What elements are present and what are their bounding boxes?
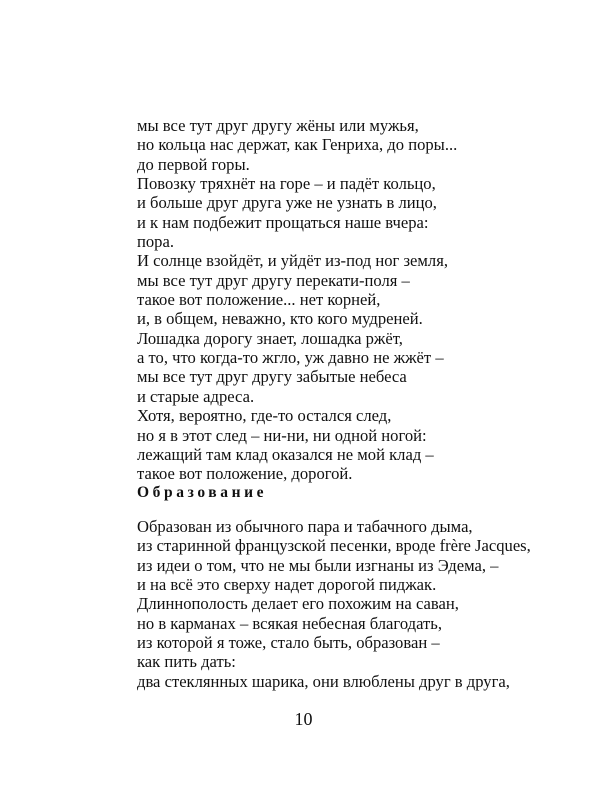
poem-line: но кольца нас держат, как Генриха, до поры... <box>137 135 458 155</box>
poem-line: и на всё это сверху надет дорогой пиджак. <box>137 575 437 595</box>
poem-line: мы все тут друг другу перекати-поля – <box>137 270 410 290</box>
page-number: 10 <box>294 709 313 729</box>
poem-line: как пить дать: <box>137 652 236 672</box>
poem-line: и больше друг друга уже не узнать в лицо, <box>137 193 437 213</box>
poem-line: Образован из обычного пара и табачного дыма, <box>137 517 473 536</box>
poem-line: из идеи о том, что не мы были изгнаны из Эдема, – <box>137 555 499 575</box>
poem-line: такое вот положение... нет корней, <box>137 290 381 310</box>
poem-line: из которой я тоже, стало быть, образован – <box>137 633 440 653</box>
poem-line: два стеклянных шарика, они влюблены друг в друга, <box>137 671 510 691</box>
poem-line: и к нам подбежит прощаться наше вчера: <box>137 212 429 232</box>
poem-education-stanza <box>137 517 531 691</box>
poem-line: пора. <box>137 232 174 252</box>
poem-line: Повозку тряхнёт на горе – и падёт кольцо, <box>137 174 436 194</box>
poem-line: И солнце взойдёт, и уйдёт из-под ног земля, <box>137 251 448 271</box>
poem-line: но я в этот след – ни-ни, ни одной ногой: <box>137 425 427 445</box>
poem-line: мы все тут друг другу жёны или мужья, <box>137 116 419 135</box>
poem-line: Длиннополость делает его похожим на саван, <box>137 594 459 614</box>
poem-line: Лошадка дорогу знает, лошадка ржёт, <box>137 328 403 348</box>
poem-line: лежащий там клад оказался не мой клад – <box>137 444 434 464</box>
poem-line: до первой горы. <box>137 154 250 174</box>
poem-line: из старинной французской песенки, вроде frère Jacques, <box>137 536 531 556</box>
poem-continuation-stanza <box>137 116 457 484</box>
poem-line: и, в общем, неважно, кто кого мудреней. <box>137 309 423 329</box>
poem-line: и старые адреса. <box>137 386 255 406</box>
poem-line: но в карманах – всякая небесная благодать, <box>137 613 442 633</box>
poem-line: мы все тут друг другу забытые небеса <box>137 367 407 387</box>
poem-title: Образование <box>137 484 268 501</box>
poem-line: такое вот положение, дорогой. <box>137 464 353 484</box>
poem-line: Хотя, вероятно, где-то остался след, <box>137 406 392 426</box>
poem-line: а то, что когда-то жгло, уж давно не жжёт – <box>137 348 444 368</box>
